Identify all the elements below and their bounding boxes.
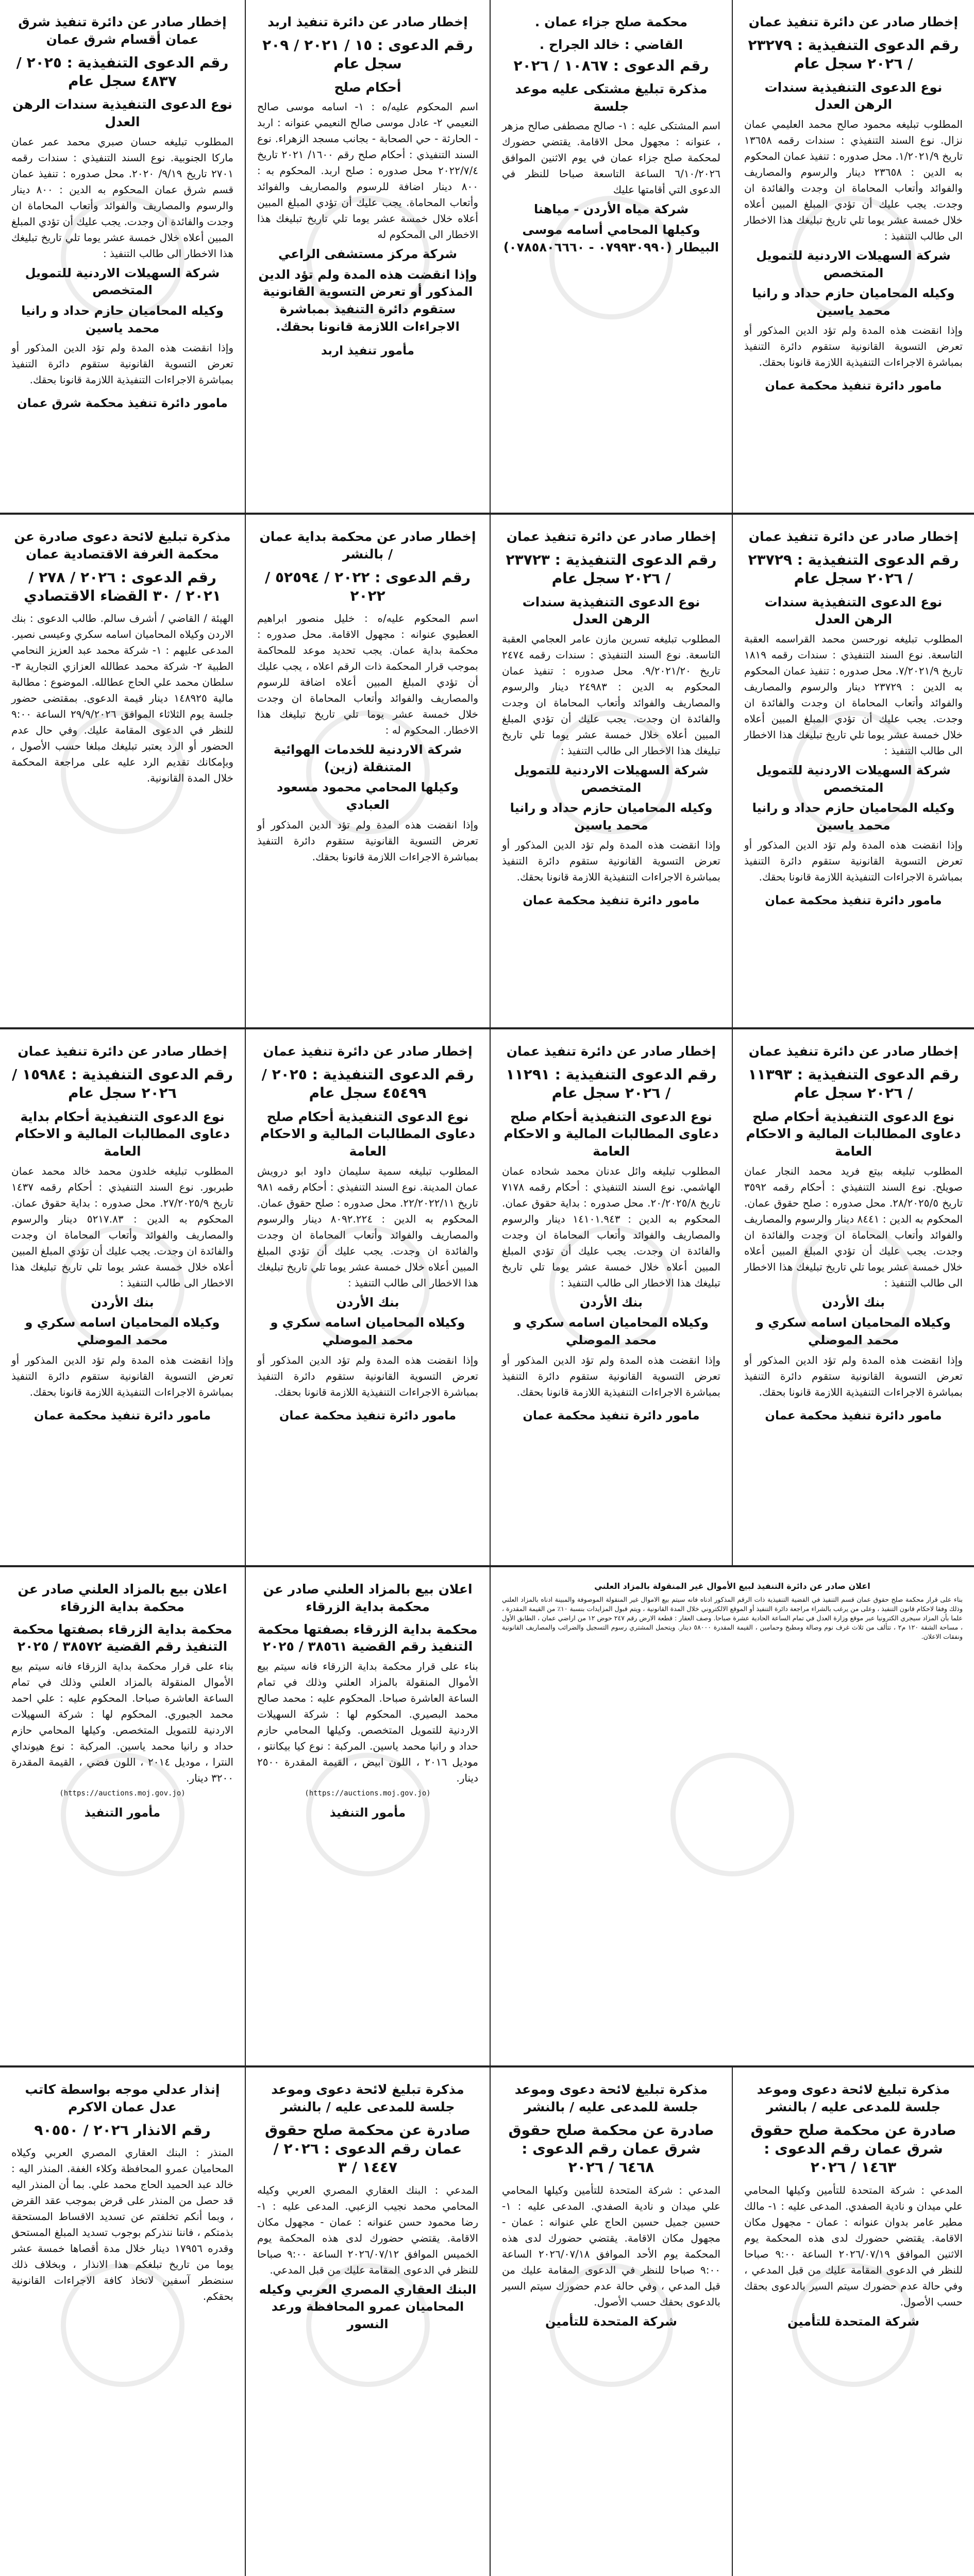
notice-row-row1 <box>0 0 974 513</box>
case-number: رقم الانذار ٢٠٢٦ / ٩٠٥٥٠ <box>34 2121 211 2139</box>
case-type: نوع الدعوى التنفيذية أحكام بداية دعاوى المطالبات المالية و الاحكام العامة <box>15 1109 230 1159</box>
side-notice-title: اعلان بيع بالمزاد العلني صادر عن محكمة بداية الزرقاء <box>18 1582 227 1614</box>
notice-column <box>0 515 245 1027</box>
lawyers-names: وكيلاه المحاميان اسامه سكري و محمد الموصلي <box>25 1315 220 1347</box>
notice-column <box>245 515 490 1027</box>
case-number: رقم الدعوى التنفيذية : ٢٠٢٥ / ٤٨٣٧ سجل عام <box>16 54 229 90</box>
notice-heading: مذكرة تبليغ لائحة دعوى وموعد جلسة للمدعى عليه / بالنشر <box>757 2082 950 2114</box>
notice-heading: إخطار صادر عن دائرة تنفيذ عمان <box>506 1044 716 1059</box>
notice-subheading: القاضي : خالد الجراح . <box>539 37 683 52</box>
notice-body: المطلوب تبليغه تسرين مازن عامر العجامي العقبة التاسعة. نوع السند التنفيذي : سندات رقمه ٢٤٧٤ تاريخ ٩/٢٠٢١/٢٠. محل صدوره : تنفيذ عمان المحكوم به الدين : ٢٤٩٨٣ دينار والرسوم والمصاريف والفوائد وأتعاب المحاماة ان وجدت والفائدة ان وجدت. يجب عليك أن تؤدي المبلغ المبين أعلاه خلال خمسة عشر يوما تلي تاريخ تبليغك هذا الاخطار الى طالب التنفيذ : <box>502 633 721 757</box>
side-notice-case: محكمة بداية الزرقاء بصفتها محكمة التنفيذ رقم القضية ٣٨٥٧٢ / ٢٠٢٥ <box>12 1621 232 1654</box>
case-type: نوع الدعوى التنفيذية أحكام صلح دعاوى المطالبات المالية و الاحكام العامة <box>260 1109 475 1159</box>
case-type: نوع الدعوى التنفيذية سندات الرهن العدل <box>764 594 943 627</box>
side-notice-title: اعلان بيع بالمزاد العلني صادر عن محكمة بداية الزرقاء <box>263 1582 473 1614</box>
auction-title: اعلان صادر عن دائرة التنفيذ لبيع الأموال غير المنقولة بالمزاد العلني <box>594 1581 870 1591</box>
lawyers-names: وإذا انقضت هذه المدة ولم تؤد الدين المذكور أو تعرض التسوية القانونية ستقوم دائرة التنفيذ بمباشرة الاجراءات اللازمة قانونا بحقك. <box>258 267 477 334</box>
case-type: نوع الدعوى التنفيذية سندات الرهن العدل <box>12 97 232 130</box>
lawyers-names: وكيلاه المحاميان اسامه سكري و محمد الموصلي <box>756 1315 951 1347</box>
signature-line: مامور دائرة تنفيذ محكمة عمان <box>765 1409 942 1422</box>
notice-column <box>0 0 245 513</box>
lawyers-names: وكيلاه المحاميان اسامه سكري و محمد الموصلي <box>514 1315 709 1347</box>
notice-heading: إخطار صادر عن دائرة تنفيذ عمان <box>263 1044 473 1059</box>
notice-body: اسم المحكوم عليه/ه : خليل منصور ابراهيم العطيوي عنوانه : مجهول الاقامة. محل صدوره : محكمة بداية عمان. يجب تحديد موعد للمحاكمة بموجب قرار المحكمة ذات الرقم اعلاه ، يجب عليك أن تؤدي المبلغ المبين أعلاه اضافة للرسوم والمصاريف والفوائد وأتعاب المحاماة ان وجدت خلال خمسة عشر يوما تلي تاريخ تبليغك هذا الاخطار. المحكوم له : <box>257 612 478 737</box>
auction-website: (https://auctions.moj.gov.jo) <box>305 1789 431 1798</box>
creditor-name: بنك الأردن <box>336 1295 399 1310</box>
signature-line: مامور دائرة تنفيذ محكمة عمان <box>765 894 942 908</box>
notice-column <box>245 0 490 513</box>
case-number: رقم الدعوى : ١٥ / ٢٠٢١ / ٢٠٩ سجل عام <box>262 36 473 73</box>
notice-heading: إخطار صادر عن دائرة تنفيذ شرق عمان أقسام شرق عمان <box>18 14 227 47</box>
notice-row-auctions <box>0 1567 974 2065</box>
notice-heading: إخطار صادر عن محكمة بداية عمان / بالنشر <box>259 529 476 562</box>
case-number: رقم الدعوى التنفيذية : ٢٣٧٢٣ / ٢٠٢٦ سجل عام <box>506 551 717 587</box>
case-number: رقم الدعوى التنفيذية : ٢٠٢٥ / ٤٥٤٩٩ سجل عام <box>261 1065 474 1102</box>
notice-closing: وإذا انقضت هذه المدة ولم تؤد الدين المذكور أو تعرض التسوية القانونية ستقوم دائرة التنفيذ بمباشرة الاجراءات التنفيذية اللازمة قانونا بحقك. <box>502 1353 720 1398</box>
side-notice-case: محكمة بداية الزرقاء بصفتها محكمة التنفيذ رقم القضية ٣٨٥٦١ / ٢٠٢٥ <box>258 1621 478 1654</box>
case-number: صادرة عن محكمة صلح حقوق شرق عمان رقم الدعوى : ١٤٦٣ / ٢٠٢٦ <box>750 2121 956 2176</box>
notice-row-row5 <box>0 2067 974 2576</box>
auction-side-column <box>0 1567 245 2065</box>
case-type: نوع الدعوى التنفيذية أحكام صلح دعاوى المطالبات المالية و الاحكام العامة <box>746 1109 961 1159</box>
notice-column <box>732 2067 974 2576</box>
signature-line: مأمور تنفيذ اربد <box>321 344 415 358</box>
creditor-name: البنك العقاري المصري العربي وكيله المحاميان عمرو المحافظة ورعد النسور <box>259 2282 477 2331</box>
lawyers-names: وكيله المحاميان حازم حداد و رانيا محمد ياسين <box>752 286 955 318</box>
notice-body: المدعي : البنك العقاري المصري العربي وكيله المحامي محمد نجيب الزعبي. المدعى عليه : ١- رضا محمود حسن عنوانه : عمان - مجهول مكان الاقامة. يقتضي حضورك لدى هذه المحكمة يوم الخميس الموافق ٢٠٢٦/٠٧/١٢ الساعة ٩:٠٠ صباحا للنظر في الدعوى المقامة عليك من قبل المدعي. <box>257 2183 478 2276</box>
side-notice-sign: مأمور التنفيذ <box>84 1806 161 1820</box>
signature-line: مامور دائرة تنفيذ محكمة عمان <box>33 1409 211 1422</box>
auction-main-column <box>490 1567 974 2065</box>
signature-line: مامور دائرة تنفيذ محكمة عمان <box>523 1409 700 1422</box>
case-number: صادرة عن محكمة صلح حقوق عمان رقم الدعوى : ٢٠٢٦ / ١٤٤٧ / ٣ <box>264 2121 471 2176</box>
notice-heading: محكمة صلح جزاء عمان . <box>534 14 688 29</box>
lawyers-names: وكيلها المحامي محمود مسعود العبادي <box>277 780 459 812</box>
notice-column <box>490 0 732 513</box>
auction-body: بناء على قرار محكمة صلح حقوق عمان قسم التنفيذ في القضية التنفيذية ذات الرقم المذكور ادناه فانه سيتم بيع الاموال غير المنقولة الموصوفة والمبينة ادناه بالمزاد العلني وذلك وفقا لاحكام قانون التنفيذ ، وعلى من يرغب بالشراء مراجعة دائرة التنفيذ أو الموقع الالكتروني خلال المدة القانونية ، ويتم قبول المزايدات بنسبة ١٠٪ من القيمة المقدرة ، علما بأن المزاد سيجري الكترونيا عبر موقع وزارة العدل في تمام الساعة الحادية عشرة صباحا. وصف العقار : قطعة الارض رقم ٢٤٧ حوض ١٢ من اراضي عمان ، الطابق الأول ، مساحة الشقة ١٢٠ م٢ ، تتألف من ثلاث غرف نوم وصالة ومطبخ وحمامين ، القيمة المقدرة ٥٨٠٠٠ دينار. ويتحمل المشتري رسوم التسجيل والضرائب والمصاريف القانونية ونفقات الاعلان. <box>502 1595 963 1641</box>
notice-closing: وإذا انقضت هذه المدة ولم تؤد الدين المذكور أو تعرض التسوية القانونية ستقوم دائرة التنفيذ بمباشرة الاجراءات التنفيذية اللازمة قانونا بحقك. <box>744 839 963 884</box>
case-number: رقم الدعوى : ٢٠٢٦ / ٢٧٨ / ٢٠٢١ / ٣٠ القضاء الاقتصادي <box>24 568 221 604</box>
notice-closing: وإذا انقضت هذه المدة ولم تؤد الدين المذكور أو تعرض التسوية القانونية ستقوم دائرة التنفيذ بمباشرة الاجراءات التنفيذية اللازمة قانونا بحقك. <box>744 324 963 369</box>
creditor-name: شركة السهيلات الاردنية للتمويل المتخصص <box>756 763 951 795</box>
notice-column <box>732 0 974 513</box>
notice-closing: وإذا انقضت هذه المدة ولم تؤد الدين المذكور أو تعرض التسوية القانونية ستقوم دائرة التنفيذ بمباشرة الاجراءات التنفيذية اللازمة قانونا بحقك. <box>11 1353 233 1398</box>
notice-column <box>0 2067 245 2576</box>
notice-closing: وإذا انقضت هذه المدة ولم تؤد الدين المذكور أو تعرض التسوية القانونية ستقوم دائرة التنفيذ بمباشرة الاجراءات التنفيذية اللازمة قانونا بحقك. <box>502 839 720 884</box>
case-number: صادرة عن محكمة صلح حقوق شرق عمان رقم الدعوى : ٦٤٦٨ / ٢٠٢٦ <box>508 2121 714 2176</box>
notice-column <box>0 1029 245 1565</box>
notice-body: المطلوب تبليغه حسان صبري محمد عمر عمان ماركا الجنوبية. نوع السند التنفيذي : سندات رقمه ٢٧٠١ تاريخ ٩/١٩/ ٢٠٢٠. محل صدوره : تنفيذ عمان قسم شرق عمان المحكوم به الدين : ٨٠٠ دينار والرسوم والمصاريف والفوائد وأتعاب المحاماة ان وجدت والفائدة ان وجدت. يجب عليك أن تؤدي المبلغ المبين أعلاه خلال خمسة عشر يوما تلي تاريخ تبليغك هذا الاخطار الى طالب التنفيذ : <box>11 135 233 260</box>
notice-body: الهيئة / القاضي / أشرف سالم. طالب الدعوى : بنك الاردن وكيلاه المحاميان اسامه سكري وعيسى نصير. المدعى عليهم : ١- شركة محمد عبد العزيز النحامي الطبية ٢- شركة محمد عطالله العزازي التجارية ٣- سلطان محمد علي الحاج عطالله. الموضوع : مطالبة مالية ١٤٨٩٢٥ دينار قيمة الدعوى. بمقتضى حضور جلسة يوم الثلاثاء الموافق ٢٩/٩/٢٠٢٦ الساعة ٩:٠٠ للنظر في الدعوى المقامة عليك. وفي حال عدم الحضور أو الرد يعتبر تبليغك مبلغا حسب الأصول ، وبإمكانك تقديم الرد عليه على مراجعة المحكمة خلال المدة القانونية. <box>11 612 233 785</box>
notice-column <box>490 2067 732 2576</box>
notice-closing: وإذا انقضت هذه المدة ولم تؤد الدين المذكور أو تعرض التسوية القانونية ستقوم دائرة التنفيذ بمباشرة الاجراءات التنفيذية اللازمة قانونا بحقك. <box>257 1353 478 1398</box>
case-number: رقم الدعوى التنفيذية : ١١٣٩٣ / ٢٠٢٦ سجل عام <box>748 1065 959 1102</box>
notice-closing: وإذا انقضت هذه المدة ولم تؤد الدين المذكور أو تعرض التسوية القانونية ستقوم دائرة التنفيذ بمباشرة الاجراءات التنفيذية اللازمة قانونا بحقك. <box>744 1353 963 1398</box>
case-number: رقم الدعوى التنفيذية : ٢٣٧٢٩ / ٢٠٢٦ سجل عام <box>748 551 959 587</box>
notice-body: المطلوب تبليغه سمية سليمان داود ابو درويش عمان المدينة. نوع السند التنفيذي : أحكام رقمه ٩٨١ تاريخ ٢٢/٢٠٢٢/١١. محل صدوره : صلح حقوق عمان. المحكوم به الدين : ٨٠٩٢.٢٢٤ دينار والرسوم والمصاريف والفوائد وأتعاب المحاماة ان وجدت والفائدة ان وجدت. يجب عليك أن تؤدي المبلغ المبين أعلاه خلال خمسة عشر يوما تلي تاريخ تبليغك هذا الاخطار الى طالب التنفيذ : <box>257 1164 478 1289</box>
notice-column <box>245 1029 490 1565</box>
notice-heading: إخطار صادر عن دائرة تنفيذ عمان <box>748 529 959 544</box>
creditor-name: شركة السهيلات الاردنية للتمويل المتخصص <box>25 265 220 298</box>
case-number: رقم الدعوى : ٢٠٢٢ / ٥٢٥٩٤ / ٢٠٢٢ <box>264 568 471 604</box>
side-notice-sign: مأمور التنفيذ <box>329 1806 406 1820</box>
lawyers-names: وكيله المحاميان حازم حداد و رانيا محمد ياسين <box>752 801 955 833</box>
notice-body: المطلوب تبليغه نورحسن محمد القراسمه العقبة التاسعة. نوع السند التنفيذي : سندات رقمه ١٨١٩ تاريخ ٧/٢٠٢١/٩. محل صدوره : تنفيذ عمان المحكوم به الدين : ٢٣٧٢٩ دينار والرسوم والمصاريف والفوائد وأتعاب المحاماة ان وجدت والفائدة ان وجدت. يجب عليك أن تؤدي المبلغ المبين أعلاه خلال خمسة عشر يوما تلي تاريخ تبليغك هذا الاخطار الى طالب التنفيذ : <box>744 633 963 757</box>
creditor-name: شركة المتحدة للتأمين <box>787 2314 920 2329</box>
creditor-name: بنك الأردن <box>821 1295 885 1310</box>
case-type: مذكرة تبليغ مشتكى عليه موعد جلسة <box>515 81 708 114</box>
lawyers-names: وكيلها المحامي أسامه موسى البيطار (٠٧٩٩٣٠٩٩٠ - ٠٧٨٥٨٠٦٦٦٠) <box>503 222 719 255</box>
notice-heading: إخطار صادر عن دائرة تنفيذ عمان <box>748 1044 959 1059</box>
creditor-name: شركة السهيلات الاردنية للتمويل المتخصص <box>514 763 709 795</box>
notice-heading: مذكرة تبليغ لائحة دعوى وموعد جلسة للمدعى عليه / بالنشر <box>271 2082 464 2114</box>
creditor-name: بنك الأردن <box>91 1295 154 1310</box>
notice-body: اسم المشتكى عليه : ١- صالح مصطفى صالح مزهر ، عنوانه : مجهول محل الاقامة. يقتضي حضورك لمحكمة صلح جزاء عمان في يوم الاثنين الموافق ٦/١٠/٢٠٢٦ الساعة التاسعة صباحا للنظر في الدعوى التي أقامتها عليك <box>502 120 720 196</box>
watermark-circle <box>670 1753 794 1876</box>
notice-column <box>490 515 732 1027</box>
notice-heading: مذكرة تبليغ لائحة دعوى صادرة عن محكمة الغرفة الاقتصادية عمان <box>14 529 231 562</box>
auction-side-column <box>245 1567 490 2065</box>
notice-heading: إخطار صادر عن دائرة تنفيذ عمان <box>506 529 716 544</box>
lawyers-names: وكيلاه المحاميان اسامه سكري و محمد الموصلي <box>270 1315 465 1347</box>
case-number: رقم الدعوى التنفيذية : ٢٣٢٧٩ / ٢٠٢٦ سجل عام <box>748 36 959 73</box>
lawyers-names: وكيله المحاميان حازم حداد و رانيا محمد ياسين <box>510 801 713 833</box>
side-notice-body: بناء على قرار محكمة بداية الزرقاء فانه سيتم بيع الأموال المنقولة بالمزاد العلني وذلك في تمام الساعة العاشرة صباحا. المحكوم عليه : محمد صالح محمد البصيري. المحكوم لها : شركة السهيلات الاردنية للتمويل المتخصص. وكيلها المحامي حازم حداد و رانيا محمد ياسين. المركبة : نوع كيا بيكانتو ، موديل ٢٠١٦ ، اللون ابيض ، القيمة المقدرة ٢٥٠٠ دينار. <box>257 1660 478 1784</box>
case-type: نوع الدعوى التنفيذية أحكام صلح دعاوى المطالبات المالية و الاحكام العامة <box>503 1109 719 1159</box>
notice-closing: وإذا انقضت هذه المدة ولم تؤد الدين المذكور أو تعرض التسوية القانونية ستقوم دائرة التنفيذ بمباشرة الاجراءات اللازمة قانونا بحقك. <box>257 818 478 863</box>
notice-row-row2 <box>0 515 974 1027</box>
creditor-name: شركة المتحدة للتأمين <box>545 2314 678 2329</box>
notice-body: المطلوب تبليغه وائل عدنان محمد شحاده عمان الهاشمي. نوع السند التنفيذي : أحكام رقمه ٧١٧٨ تاريخ ٢٠/٢٠٢٥/٨. محل صدوره : بداية حقوق عمان. المحكوم به الدين : ١٤١٠١.٩٤٣ دينار والرسوم والمصاريف والفوائد وأتعاب المحاماة ان وجدت والفائدة ان وجدت. يجب عليك أن تؤدي المبلغ المبين أعلاه خلال خمسة عشر يوما تلي تاريخ تبليغك هذا الاخطار الى طالب التنفيذ : <box>502 1164 721 1289</box>
case-number: رقم الدعوى التنفيذية : ١٥٩٨٤ / ٢٠٢٦ سجل عام <box>12 1065 233 1102</box>
notice-body: المدعي : شركة المتحدة للتأمين وكيلها المحامي علي ميدان و نادية الصفدي. المدعى عليه : ١- حسين جميل حسين الحاج علي عنوانه : عمان - مجهول مكان الاقامة. يقتضي حضورك لدى هذه المحكمة يوم الأحد الموافق ٢٠٢٦/٠٧/١٨ الساعة ٩:٠٠ صباحا للنظر في الدعوى المقامة عليك من قبل المدعي ، وفي حالة عدم حضورك سيتم السير بالدعوى بحقك حسب الأصول. <box>502 2183 720 2308</box>
notice-body: المطلوب تبليغه بيتع فريد محمد النجار عمان صويلح. نوع السند التنفيذي : أحكام رقمه ٣٥٩٢ تاريخ ٢٨/٢٠٢٥/٥. محل صدوره : صلح حقوق عمان. المحكوم به الدين : ٨٤٤١ دينار والرسوم والمصاريف والفوائد وأتعاب المحاماة ان وجدت والفائدة ان وجدت. يجب عليك أن تؤدي المبلغ المبين أعلاه خلال خمسة عشر يوما تلي تاريخ تبليغك هذا الاخطار الى طالب التنفيذ : <box>744 1164 963 1289</box>
notice-heading: مذكرة تبليغ لائحة دعوى وموعد جلسة للمدعى عليه / بالنشر <box>514 2082 708 2114</box>
case-type: نوع الدعوى التنفيذية سندات الرهن العدل <box>522 594 700 627</box>
creditor-name: شركة الاردنية للخدمات الهوائية المتنقلة (زين) <box>273 742 462 774</box>
creditor-name: شركة مياه الأردن - مياهنا <box>533 202 689 217</box>
signature-line: مامور دائرة تنفيذ محكمة عمان <box>523 894 700 908</box>
notice-column <box>245 2067 490 2576</box>
notice-body: اسم المحكوم عليه/ه : ١- اسامه موسى صالح النعيمي ٢- عادل موسى صالح النعيمي عنوانه : اربد - الحارثة - حي الصحابة - بجانب مسجد الزهراء. نوع السند التنفيذي : أحكام صلح رقم ١٦٠٠/ ٢٠٢١ تاريخ ٢٠٢٢/٧/٤ محل صدوره : صلح اربد. المحكوم به : ٨٠٠ دينار اضافة للرسوم والمصاريف والفوائد وأتعاب المحاماة. يجب عليك أن تؤدي المبلغ المبين أعلاه خلال خمسة عشر يوما تلي تاريخ تبليغك هذا الاخطار الى المحكوم له <box>257 100 478 241</box>
notice-heading: إخطار صادر عن دائرة تنفيذ اربد <box>267 14 468 29</box>
case-type: نوع الدعوى التنفيذية سندات الرهن العدل <box>764 79 943 112</box>
creditor-name: شركة السهيلات الاردنية للتمويل المتخصص <box>756 248 951 280</box>
notice-body: المطلوب تبليغه محمود صالح محمد العليمي عمان نزال. نوع السند التنفيذي : سندات رقمه ١٣٦٥٨ تاريخ ١/٢٠٢١/٩. محل صدوره : تنفيذ عمان المحكوم به الدين : ٢٣٦٥٨ دينار والرسوم والمصاريف والفوائد وأتعاب المحاماة ان وجدت والفائدة ان وجدت. يجب عليك أن تؤدي المبلغ المبين أعلاه خلال خمسة عشر يوما تلي تاريخ تبليغك هذا الاخطار الى طالب التنفيذ : <box>744 118 963 243</box>
notice-heading: إنذار عدلي موجه بواسطة كاتب عدل عمان الاكرم <box>25 2082 220 2114</box>
lawyers-names: وكيله المحاميان حازم حداد و رانيا محمد ياسين <box>21 303 224 335</box>
side-notice-body: بناء على قرار محكمة بداية الزرقاء فانه سيتم بيع الأموال المنقولة بالمزاد العلني وذلك في تمام الساعة العاشرة صباحا. المحكوم عليه : علي احمد محمد الجبوري. المحكوم لها : شركة السهيلات الاردنية للتمويل المتخصص. وكيلها المحامي حازم حداد و رانيا محمد ياسين. المركبة : نوع هيونداي النترا ، موديل ٢٠١٤ ، اللون فضي ، القيمة المقدرة ٣٢٠٠ دينار. <box>11 1660 233 1784</box>
auction-website: (https://auctions.moj.gov.jo) <box>59 1789 186 1798</box>
notice-body: المدعي : شركة المتحدة للتأمين وكيلها المحامي علي ميدان و نادية الصفدي. المدعى عليه : ١- مالك مطير عامر بدوان عنوانه : عمان - مجهول مكان الاقامة. يقتضي حضورك لدى هذه المحكمة يوم الاثنين الموافق ٢٠٢٦/٠٧/١٩ الساعة ٩:٠٠ صباحا للنظر في الدعوى المقامة عليك من قبل المدعي ، وفي حالة عدم حضورك سيتم السير بالدعوى بحقك حسب الأصول. <box>744 2183 963 2308</box>
creditor-name: شركة مركز مستشفى الراعي <box>278 247 457 262</box>
notice-closing: وإذا انقضت هذه المدة ولم تؤد الدين المذكور أو تعرض التسوية القانونية ستقوم دائرة التنفيذ بمباشرة الاجراءات التنفيذية اللازمة قانونا بحقك. <box>11 342 233 386</box>
case-number: رقم الدعوى : ١٠٨٦٧ / ٢٠٢٦ <box>513 57 709 74</box>
notice-column <box>732 515 974 1027</box>
case-number: رقم الدعوى التنفيذية : ١١٢٩١ / ٢٠٢٦ سجل عام <box>506 1065 717 1102</box>
notice-heading: إخطار صادر عن دائرة تنفيذ عمان <box>748 14 959 29</box>
watermark-logo <box>665 1753 799 1887</box>
notice-column <box>732 1029 974 1565</box>
notice-row-row3 <box>0 1029 974 1565</box>
notice-column <box>490 1029 732 1565</box>
signature-line: مامور دائرة تنفيذ محكمة شرق عمان <box>17 397 228 411</box>
case-type: أحكام صلح <box>334 79 401 95</box>
signature-line: مامور دائرة تنفيذ محكمة عمان <box>765 379 942 393</box>
signature-line: مامور دائرة تنفيذ محكمة عمان <box>279 1409 457 1422</box>
notice-body: المطلوب تبليغه خلدون محمد خالد محمد عمان طبربور. نوع السند التنفيذي : أحكام رقمه ١٤٣٧ تاريخ ٢٧/٢٠٢٥/٩. محل صدوره : بداية حقوق عمان. المحكوم به الدين : ٥٢١٧.٨٣ دينار والرسوم والمصاريف والفوائد وأتعاب المحاماة ان وجدت والفائدة ان وجدت. يجب عليك أن تؤدي المبلغ المبين أعلاه خلال خمسة عشر يوما تلي تاريخ تبليغك هذا الاخطار الى طالب التنفيذ : <box>11 1164 233 1289</box>
notice-body: المنذر : البنك العقاري المصري العربي وكيلاه المحاميان عمرو المحافظة وكلاء الغفة. المنذر اليه : خالد عبد الحميد الحاج محمد علي. بما أن المنذر اليه قد حصل من المنذر على قرض بموجب عقد القرض ، وبما أنكم تخلفتم عن تسديد الاقساط المستحقة بذمتكم ، فاننا ننذركم بوجوب تسديد المبلغ المستحق وقدره ١٧٩٥٦ دينار خلال مدة أقصاها خمسة عشر يوما من تاريخ تبلغكم هذا الانذار ، وبخلاف ذلك سنضطر آسفين لاتخاذ كافة الاجراءات القانونية بحقكم. <box>11 2146 234 2302</box>
row-separator <box>0 2065 974 2067</box>
notice-heading: إخطار صادر عن دائرة تنفيذ عمان <box>18 1044 227 1059</box>
creditor-name: بنك الأردن <box>579 1295 643 1310</box>
